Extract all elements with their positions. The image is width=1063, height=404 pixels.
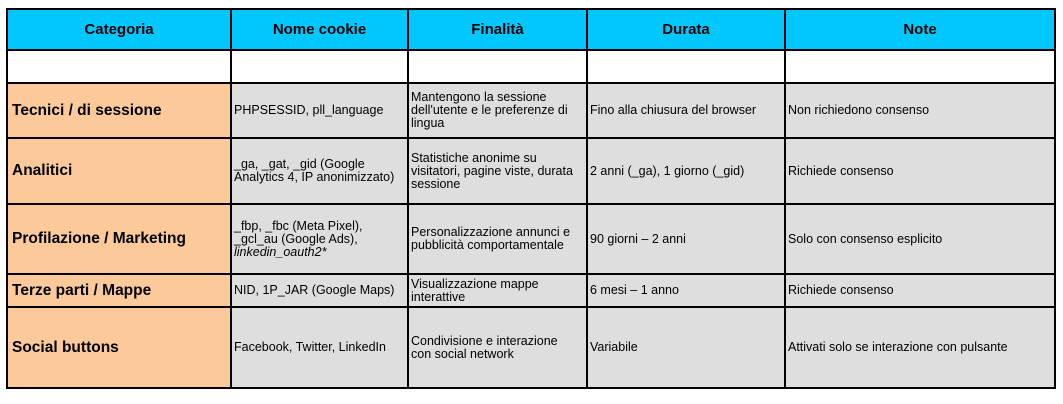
cookie-name-line: _ga, _gat, _gid (Google <box>234 157 365 171</box>
note-cell: Richiede consenso <box>785 274 1055 307</box>
header-categoria: Categoria <box>7 9 231 50</box>
blank-cell <box>785 50 1055 83</box>
purpose-line: lingua <box>411 116 445 130</box>
purpose-line: Visualizzazione mappe <box>411 276 539 291</box>
header-row <box>7 9 1055 50</box>
purpose-cell <box>408 138 587 204</box>
purpose-cell <box>408 204 587 274</box>
purpose-line: Statistiche anonime su <box>411 150 537 165</box>
purpose-line: Mantengono la sessione <box>411 90 547 104</box>
header-finalita: Finalità <box>408 9 587 50</box>
duration-cell: 6 mesi – 1 anno <box>587 274 785 307</box>
header-note: Note <box>785 9 1055 50</box>
cookie-name-line: PHPSESSID, pll_language <box>234 103 384 117</box>
purpose-line: con social network <box>411 346 514 361</box>
category-cell: Analitici <box>7 138 231 204</box>
blank-cell <box>7 50 231 83</box>
duration-cell: Variabile <box>587 307 785 388</box>
purpose-line: Personalizzazione annunci e <box>411 225 571 239</box>
table-row <box>7 204 1055 274</box>
category-cell: Tecnici / di sessione <box>7 83 231 138</box>
purpose-cell <box>408 274 587 307</box>
header-nome-cookie: Nome cookie <box>231 9 408 50</box>
cookie-name-cell <box>231 274 408 307</box>
category-cell: Terze parti / Mappe <box>7 274 231 307</box>
cookie-name-line: Facebook, Twitter, LinkedIn <box>234 340 386 354</box>
category-cell: Profilazione / Marketing <box>7 204 231 274</box>
cookie-name-cell <box>231 204 408 274</box>
cookie-name-cell <box>231 138 408 204</box>
cookie-name-cell <box>231 307 408 388</box>
note-cell: Solo con consenso esplicito <box>785 204 1055 274</box>
duration-cell: 2 anni (_ga), 1 giorno (_gid) <box>587 138 785 204</box>
blank-cell <box>231 50 408 83</box>
cookie-name-line: Analytics 4, IP anonimizzato) <box>234 170 395 184</box>
duration-cell: 90 giorni – 2 anni <box>587 204 785 274</box>
duration-cell: Fino alla chiusura del browser <box>587 83 785 138</box>
purpose-line: dell'utente e le preferenze di <box>411 103 568 117</box>
table-row <box>7 83 1055 138</box>
table-row <box>7 274 1055 307</box>
cookie-name-line: linkedin_oauth2* <box>234 244 327 259</box>
note-cell: Richiede consenso <box>785 138 1055 204</box>
category-cell: Social buttons <box>7 307 231 388</box>
header-durata: Durata <box>587 9 785 50</box>
purpose-line: pubblicità comportamentale <box>411 238 564 252</box>
purpose-line: Condivisione e interazione <box>411 333 558 348</box>
cookie-name-line: NID, 1P_JAR (Google Maps) <box>234 283 395 297</box>
cookie-name-line: _fbp, _fbc (Meta Pixel), <box>234 218 363 233</box>
blank-cell <box>587 50 785 83</box>
table-row <box>7 138 1055 204</box>
purpose-line: sessione <box>411 176 461 191</box>
note-cell: Non richiedono consenso <box>785 83 1055 138</box>
blank-row <box>7 50 1055 83</box>
cookie-table <box>6 8 1056 389</box>
purpose-line: visitatori, pagine viste, durata <box>411 163 573 178</box>
purpose-cell <box>408 83 587 138</box>
purpose-cell <box>408 307 587 388</box>
purpose-line: interattive <box>411 289 466 304</box>
table-row <box>7 307 1055 388</box>
blank-cell <box>408 50 587 83</box>
note-cell: Attivati solo se interazione con pulsante <box>785 307 1055 388</box>
cookie-name-cell <box>231 83 408 138</box>
cookie-name-line: _gcl_au (Google Ads), <box>234 231 358 246</box>
